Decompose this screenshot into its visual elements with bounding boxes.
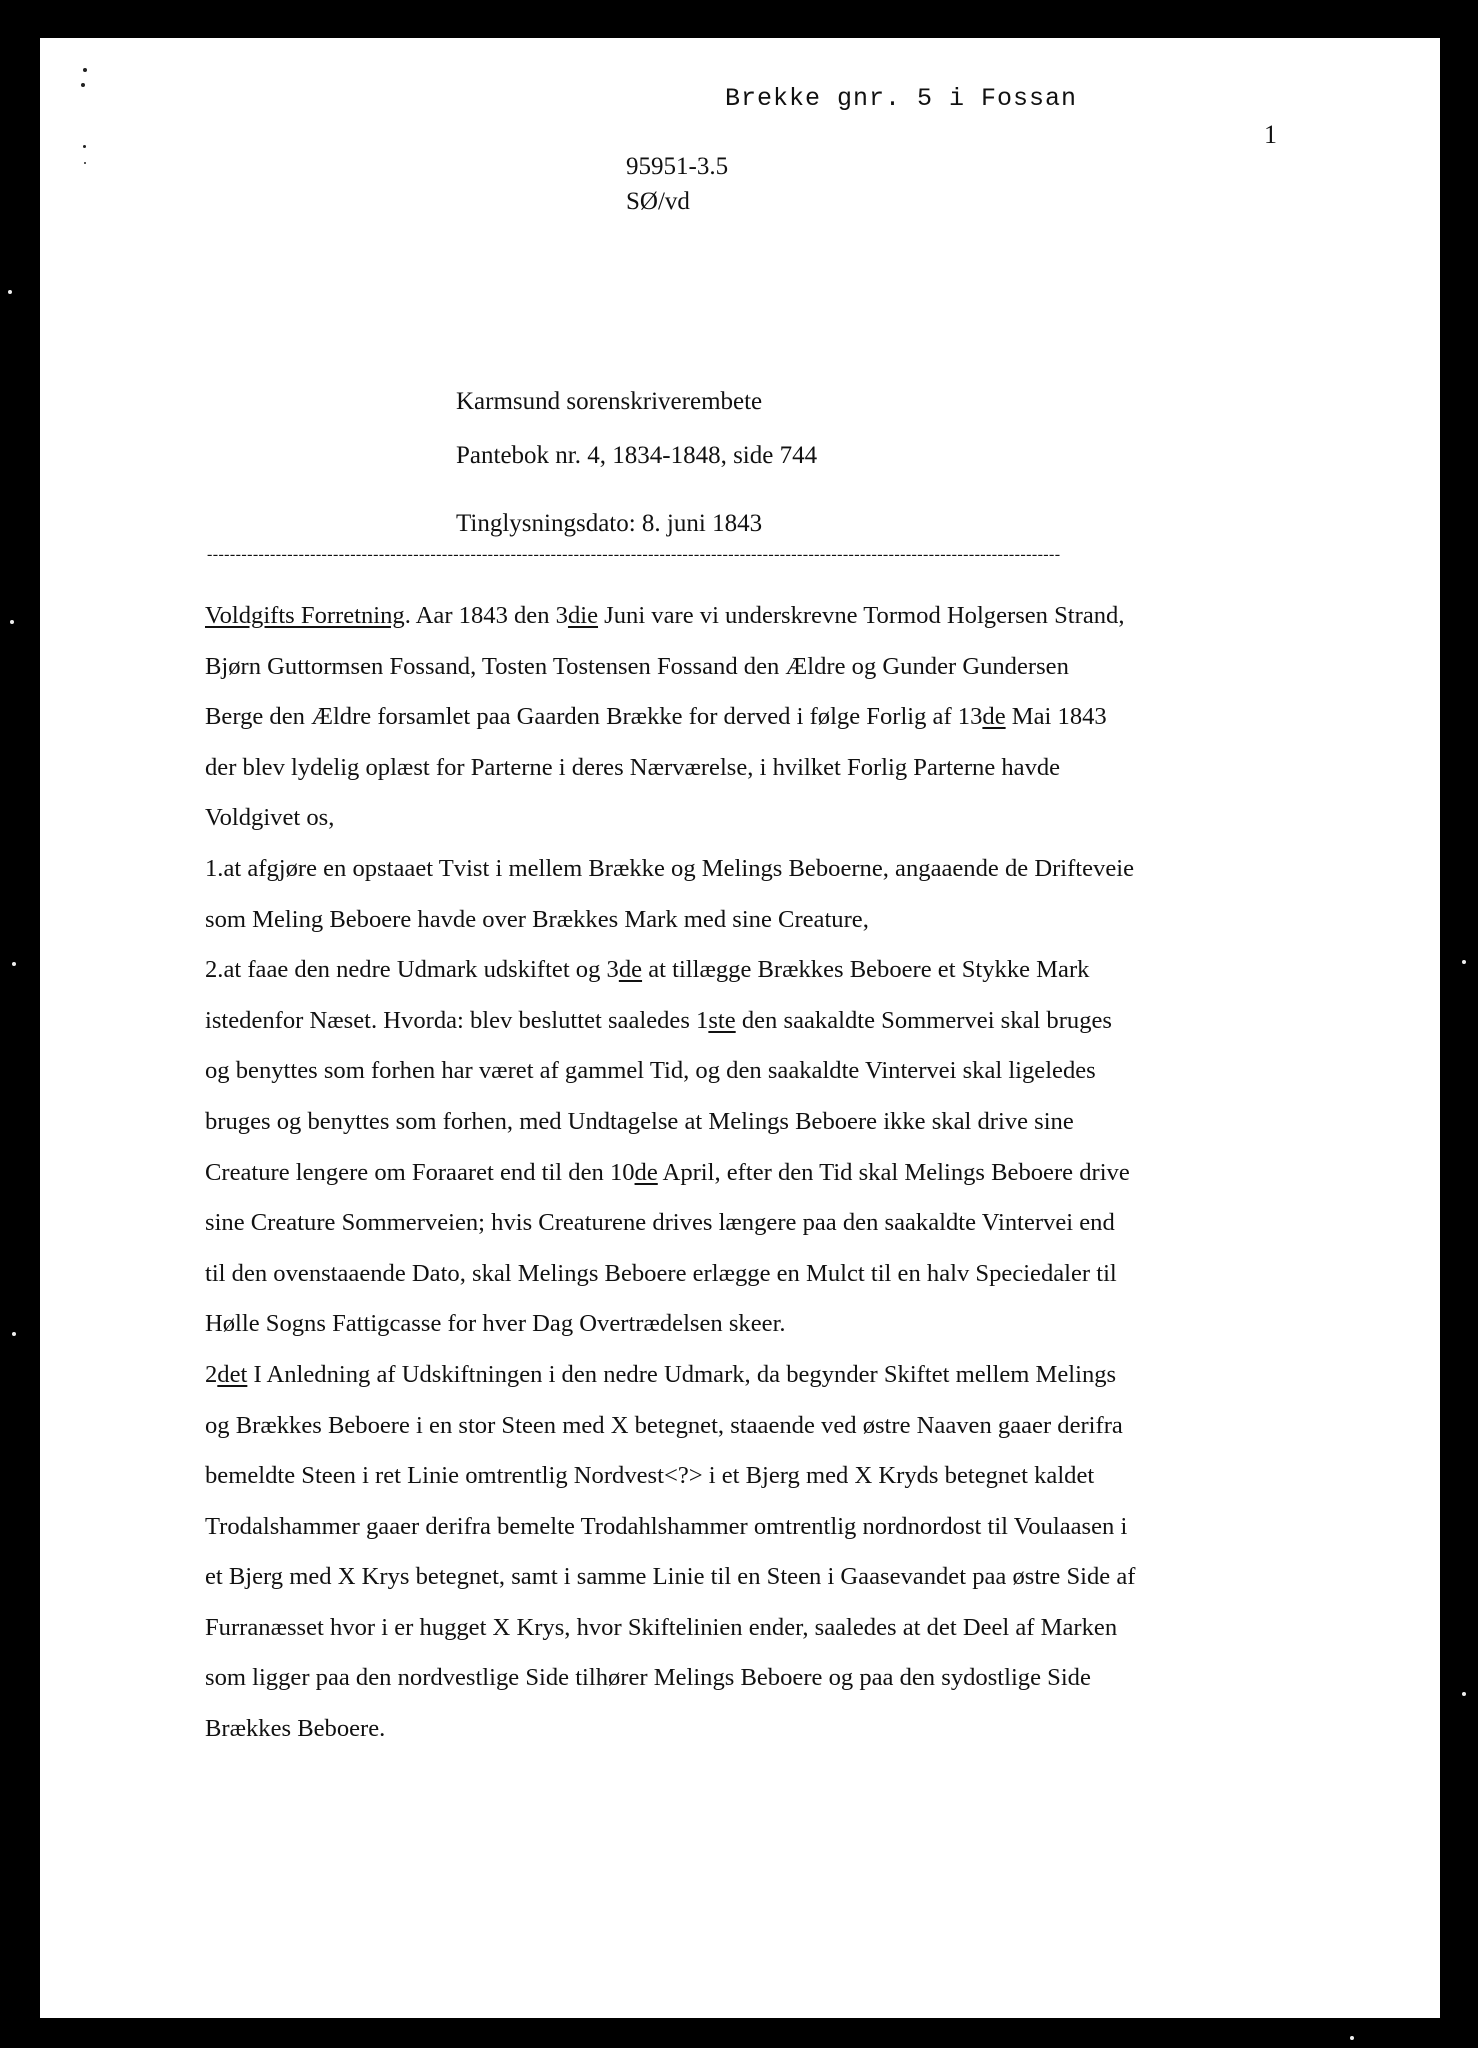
text-line: og Brækkes Beboere i en stor Steen med X betegnet, staaende ved østre Naaven gaaer derifra	[205, 1411, 1123, 1439]
text-line: og benyttes som forhen har været af gammel Tid, og den saakaldte Vintervei skal ligeledes	[205, 1057, 1096, 1085]
text-line: Brækkes Beboere.	[205, 1715, 386, 1743]
text-line: Berge den Ældre forsamlet paa Gaarden Brække for derved i følge Forlig af 13de Mai 1843	[205, 703, 1107, 731]
text-line: Voldgifts Forretning. Aar 1843 den 3die Juni vare vi underskrevne Tormod Holgersen Strand,	[205, 602, 1125, 629]
scan-speck	[1350, 2036, 1354, 2040]
document-body	[205, 591, 1315, 1755]
text-line: Hølle Sogns Fattigcasse for hver Dag Overtrædelsen skeer.	[205, 1310, 786, 1338]
text-line: der blev lydelig oplæst for Parterne i deres Nærværelse, i hvilket Forlig Parterne havde	[205, 753, 1061, 781]
text-line: 1.at afgjøre en opstaaet Tvist i mellem Brække og Melings Beboerne, angaaende de Drifteveie	[205, 854, 1135, 882]
court-office: Karmsund sorenskriverembete	[456, 388, 763, 415]
text-line: 2.at faae den nedre Udmark udskiftet og 3de at tillægge Brækkes Beboere et Stykke Mark	[205, 956, 1090, 984]
text-line: Furranæsset hvor i er hugget X Krys, hvor Skiftelinien ender, saaledes at det Deel af Marken	[205, 1613, 1118, 1641]
text-line: til den ovenstaaende Dato, skal Melings Beboere erlægge en Mulct til en halv Speciedaler til	[205, 1259, 1117, 1287]
page-number: 1	[1264, 120, 1277, 149]
section-heading: Voldgifts Forretning	[205, 602, 405, 629]
text-line: bemeldte Steen i ret Linie omtrentlig Nordvest<?> i et Bjerg med X Kryds betegnet kaldet	[205, 1462, 1095, 1490]
text-line: Voldgivet os,	[205, 804, 335, 832]
scan-speck	[12, 962, 16, 966]
document-page	[40, 38, 1440, 2018]
separator-line: -----------------------------------------------------------------------------------------------------------------------------------------------------	[207, 546, 1061, 563]
text-line: et Bjerg med X Krys betegnet, samt i samme Linie til en Steen i Gaasevandet paa østre Side af	[205, 1563, 1136, 1591]
book-reference: Pantebok nr. 4, 1834-1848, side 744	[456, 442, 818, 469]
scan-speck	[84, 162, 86, 164]
text-line: bruges og benyttes som forhen, med Undtagelse at Melings Beboere ikke skal drive sine	[205, 1107, 1074, 1135]
scan-speck	[83, 68, 87, 72]
scan-speck	[10, 620, 14, 624]
text-line: sine Creature Sommerveien; hvis Creaturene drives længere paa den saakaldte Vintervei end	[205, 1209, 1115, 1237]
document-title: Brekke gnr. 5 i Fossan	[725, 84, 1078, 113]
scan-speck	[8, 290, 12, 294]
text-line: som ligger paa den nordvestlige Side tilhører Melings Beboere og paa den sydostlige Side	[205, 1664, 1091, 1692]
text-line: istedenfor Næset. Hvorda: blev besluttet saaledes 1ste den saakaldte Sommervei skal bruges	[205, 1006, 1113, 1034]
scan-speck	[1462, 1692, 1466, 1696]
scan-speck	[83, 145, 86, 148]
registration-date: Tinglysningsdato: 8. juni 1843	[456, 510, 763, 537]
scan-speck	[12, 1332, 16, 1336]
text-line: Bjørn Guttormsen Fossand, Tosten Tostensen Fossand den Ældre og Gunder Gundersen	[205, 652, 1069, 680]
text-line: som Meling Beboere havde over Brækkes Mark med sine Creature,	[205, 905, 869, 933]
text-line: Trodalshammer gaaer derifra bemelte Trodahlshammer omtrentlig nordnordost til Voulaasen i	[205, 1512, 1128, 1540]
reference-code: 95951-3.5	[626, 153, 729, 180]
author-initials: SØ/vd	[626, 188, 690, 215]
text-line: 2det I Anledning af Udskiftningen i den nedre Udmark, da begynder Skiftet mellem Melings	[205, 1360, 1117, 1388]
text-line: Creature lengere om Foraaret end til den 10de April, efter den Tid skal Melings Beboere drive	[205, 1158, 1130, 1186]
scan-speck	[81, 83, 85, 87]
scan-speck	[1462, 960, 1466, 964]
